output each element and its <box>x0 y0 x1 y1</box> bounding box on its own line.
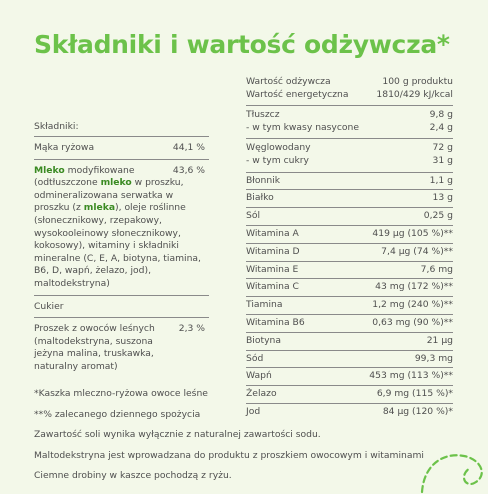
nutrition-label: - w tym cukry <box>246 154 309 166</box>
nutrition-label: Sód <box>246 352 264 364</box>
footnote: Zawartość soli wynika wyłącznie z naturalnej zawartości sodu. <box>34 429 321 441</box>
ingredient-desc <box>34 177 209 290</box>
nutrition-row <box>246 172 453 190</box>
nutrition-row <box>246 207 453 225</box>
desc-part: ), oleje roślinne (słonecznikowy, rzepakowy, wysokooleinowy słonecznikowy, kokosowy), witaminy i składniki mineralne (C, E, A, biotyna, tiamina, B6, D, wapń, żelazo, jod), maltodekstryna) <box>34 202 201 289</box>
desc-bold: mleka <box>83 202 116 214</box>
nutrition-label: Witamina E <box>246 263 299 275</box>
nutrition-label: Błonnik <box>246 174 281 186</box>
nutrition-value: 6,9 mg (115 %)* <box>376 388 453 400</box>
nutrition-value: 99,3 mg <box>414 352 453 364</box>
nutrition-value: 9,8 g <box>429 109 453 121</box>
nutrition-value: 31 g <box>432 154 453 166</box>
ingredient-name: Mąka ryżowa <box>34 142 95 153</box>
nutrition-value: 453 mg (113 %)** <box>369 370 453 382</box>
nutrition-row <box>246 243 453 261</box>
nutrition-value: 84 µg (120 %)* <box>382 405 453 417</box>
page-title: Składniki i wartość odżywcza* <box>34 30 450 59</box>
nutrition-value: 43 mg (172 %)** <box>375 281 453 293</box>
footnotes <box>34 388 424 491</box>
nutrition-label: Witamina B6 <box>246 316 305 328</box>
nutrition-value: 419 µg (105 %)** <box>372 227 453 239</box>
nutrition-label: Witamina A <box>246 227 299 239</box>
nutrition-value: 0,63 mg (90 %)** <box>372 316 453 328</box>
nutrition-value: 2,4 g <box>429 121 453 133</box>
nutrition-label: Witamina D <box>246 245 300 257</box>
footnote: Ciemne drobiny w kaszce pochodzą z ryżu. <box>34 470 232 482</box>
ingredient-row <box>34 295 209 318</box>
nutrition-header <box>246 73 453 105</box>
nutrition-label: Biotyna <box>246 334 281 346</box>
nutrition-label: Węglowodany <box>246 142 311 154</box>
nutrition-label: Wapń <box>246 370 272 382</box>
nutrition-row-carbs <box>246 138 453 171</box>
nutrition-value: 1,1 g <box>429 174 453 186</box>
ingredients-label: Składniki: <box>34 121 79 132</box>
nutrition-value: 21 µg <box>426 334 453 346</box>
nutrition-label: Białko <box>246 192 274 204</box>
nutrition-row-fat <box>246 105 453 138</box>
nutrition-row <box>246 350 453 368</box>
ingredient-name-rest: modyfikowane <box>64 164 135 176</box>
nutrition-value: 72 g <box>432 142 453 154</box>
nutrition-value: 7,6 mg <box>420 263 453 275</box>
ingredients-list <box>34 136 209 378</box>
nutrition-row <box>246 367 453 385</box>
footnote: *Kaszka mleczno-ryżowa owoce leśne <box>34 388 208 399</box>
ingredient-desc: (maltodekstryna, suszona jeżyna malina, truskawka, naturalny aromat) <box>34 335 154 372</box>
decorative-dashed-swirl <box>414 434 488 494</box>
nutrition-row <box>246 189 453 207</box>
nutrition-label: Tiamina <box>246 299 283 311</box>
nutrition-table <box>246 73 453 421</box>
nutrition-label: Sól <box>246 210 261 222</box>
nutrition-value: 1810/429 kJ/kcal <box>376 88 453 100</box>
nutrition-row <box>246 314 453 332</box>
ingredient-bold: Mleko <box>34 164 65 176</box>
nutrition-value: 1,2 mg (240 %)** <box>372 299 453 311</box>
ingredient-row <box>34 159 209 295</box>
nutrition-row <box>246 296 453 314</box>
nutrition-row <box>246 225 453 243</box>
nutrition-label: Żelazo <box>246 388 277 400</box>
ingredient-pct: 2,3 % <box>178 323 205 335</box>
footnote: Maltodekstryna jest wprowadzana do produktu z proszkiem owocowym i witaminami <box>34 449 424 461</box>
desc-bold: mleko <box>100 177 132 189</box>
nutrition-value: 7,4 µg (74 %)** <box>381 245 453 257</box>
nutrition-row <box>246 261 453 279</box>
desc-part: (odtłuszczone <box>34 177 101 189</box>
nutrition-label: Wartość odżywcza <box>246 76 331 87</box>
ingredient-name: Cukier <box>34 300 64 312</box>
footnote: **% zalecanego dziennego spożycia <box>34 408 201 420</box>
nutrition-value: 100 g produktu <box>382 76 453 87</box>
ingredient-name: Proszek z owoców leśnych <box>34 323 155 335</box>
nutrition-label: Tłuszcz <box>246 109 280 121</box>
nutrition-label: - w tym kwasy nasycone <box>246 121 360 133</box>
nutrition-value: 0,25 g <box>423 210 453 222</box>
nutrition-rows <box>246 172 453 421</box>
ingredient-row <box>34 136 209 159</box>
ingredient-pct: 44,1 % <box>172 142 205 153</box>
nutrition-row <box>246 332 453 350</box>
nutrition-label: Witamina C <box>246 281 299 293</box>
nutrition-value: 13 g <box>432 192 453 204</box>
ingredient-row <box>34 317 209 377</box>
nutrition-label: Jod <box>246 405 261 417</box>
ingredient-pct: 43,6 % <box>172 164 205 176</box>
desc-part: w proszku, odmineralizowana serwatka w proszku (z <box>34 177 184 214</box>
nutrition-row <box>246 278 453 296</box>
nutrition-label: Wartość energetyczna <box>246 88 349 100</box>
